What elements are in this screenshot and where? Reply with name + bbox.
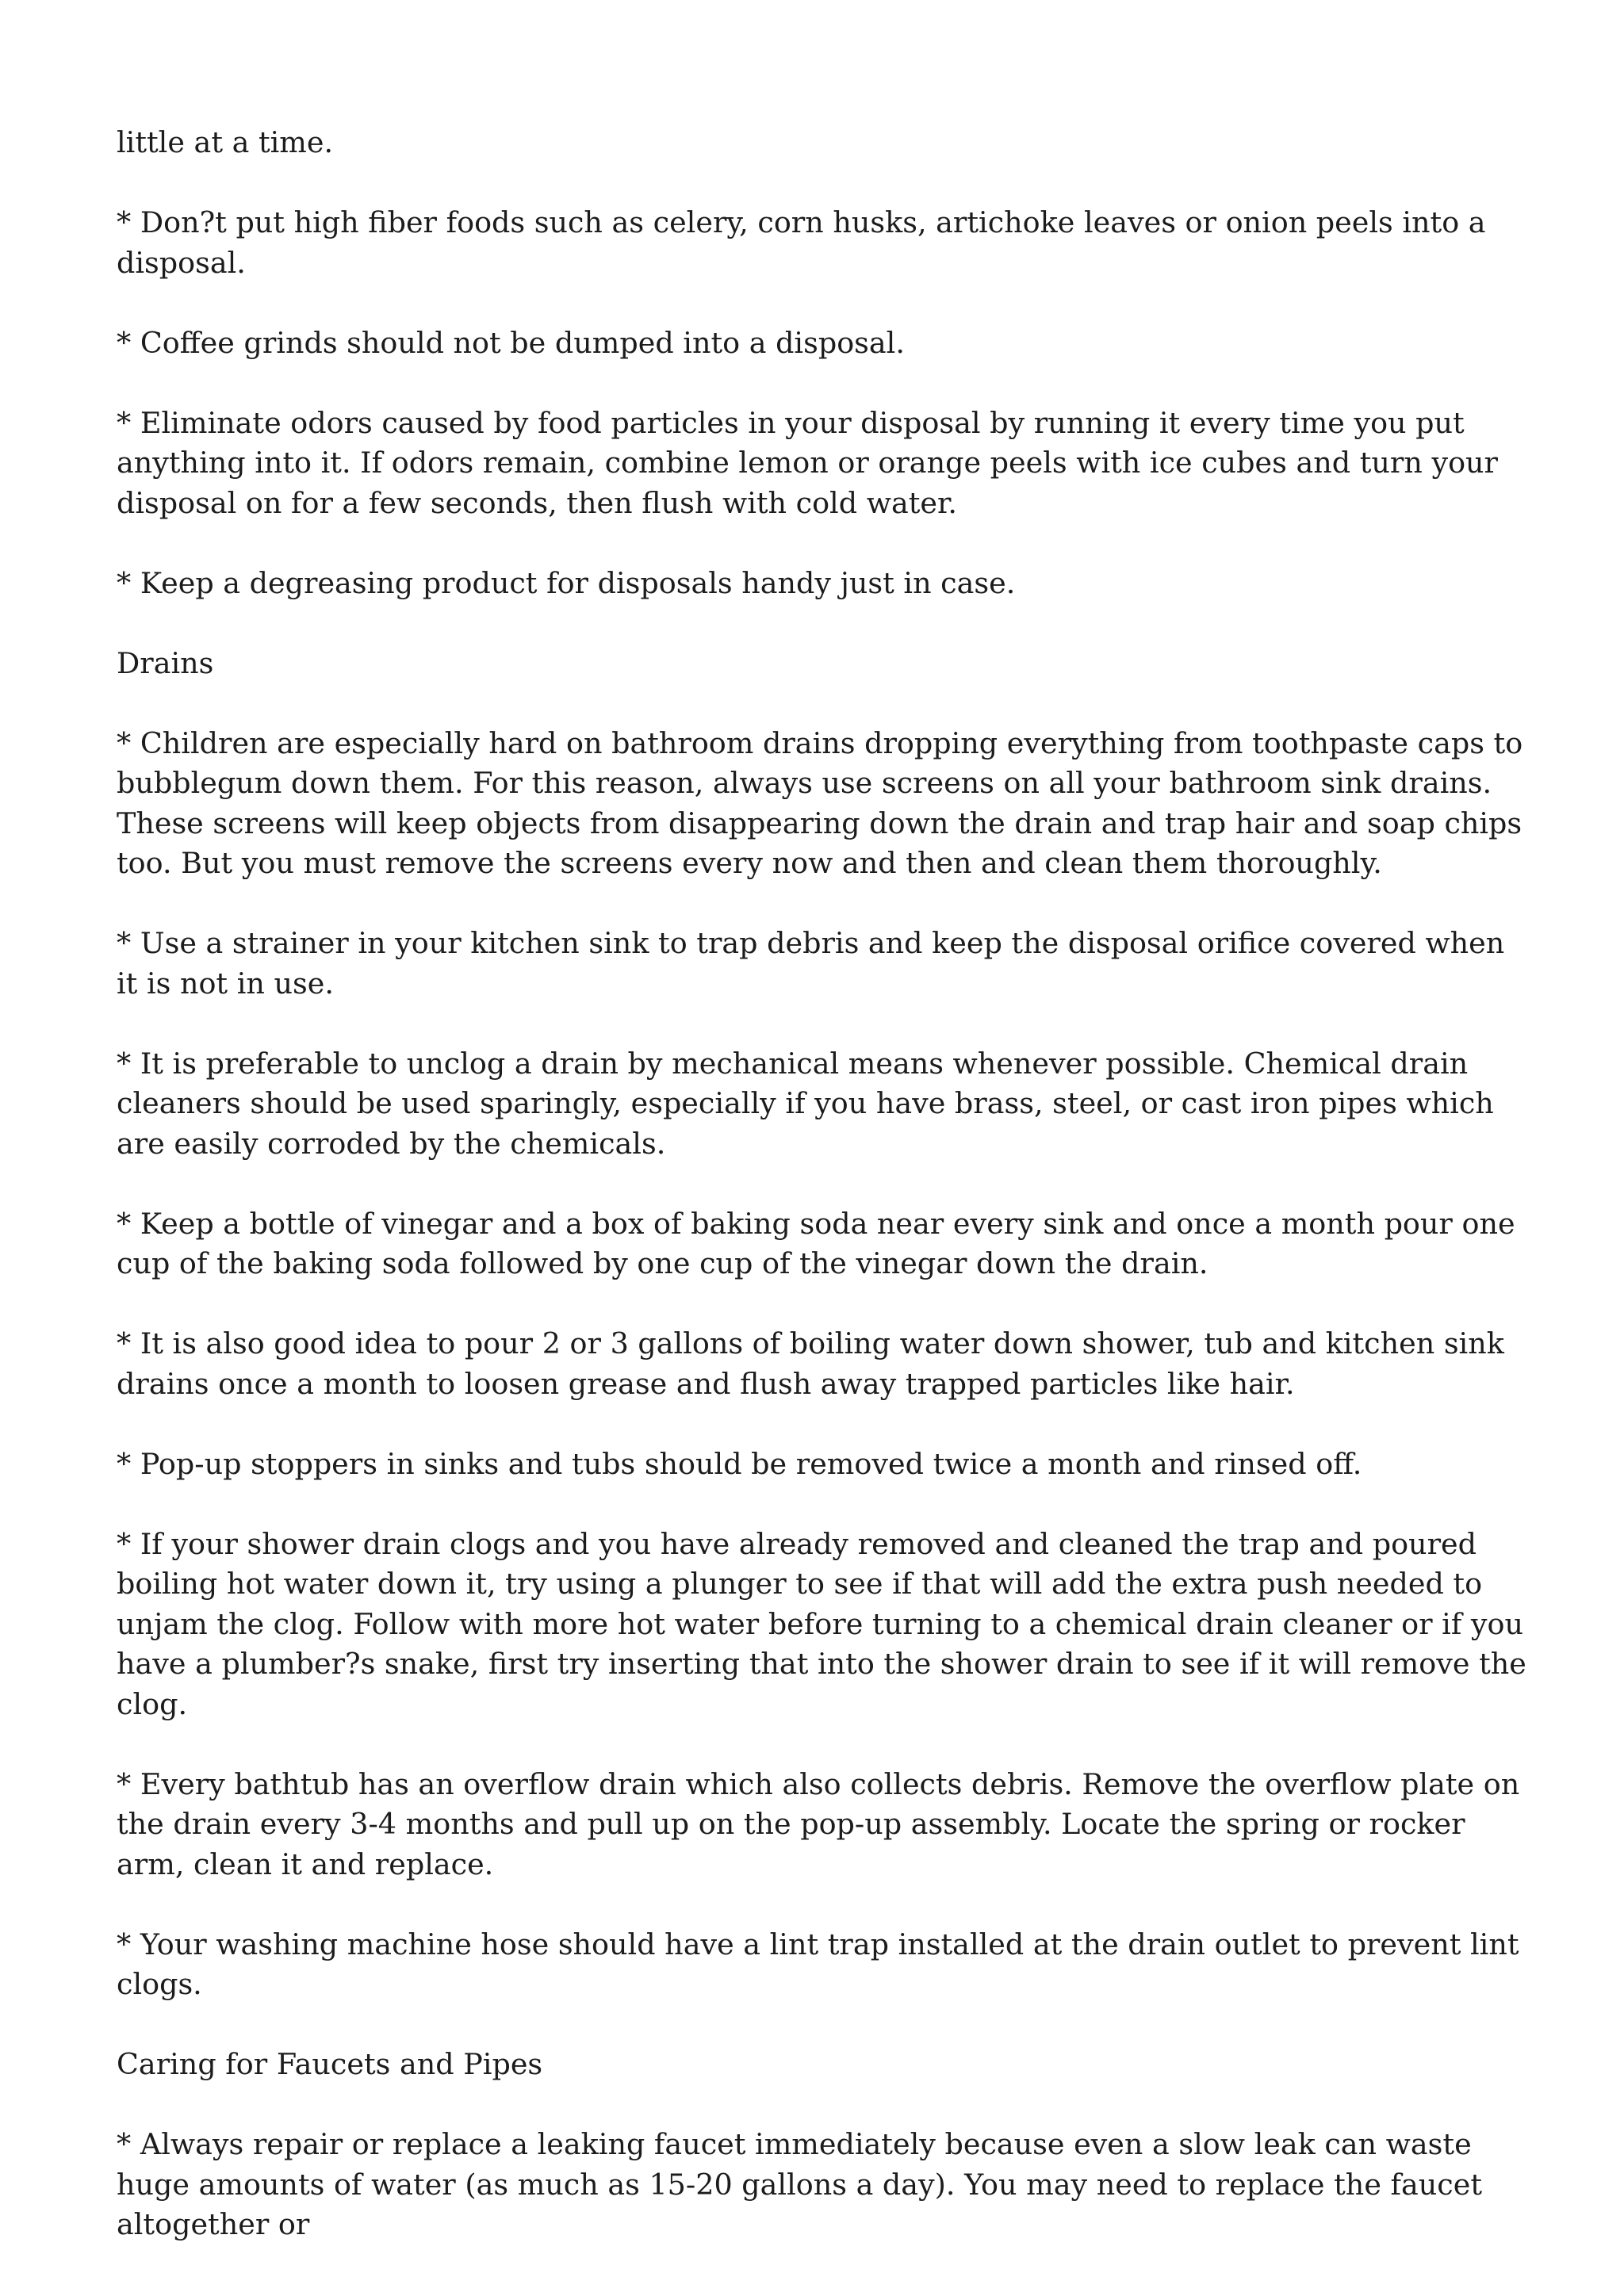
tip-degreasing-product: * Keep a degreasing product for disposals handy just in case.	[117, 565, 1016, 600]
tip-bathtub-overflow: * Every bathtub has an overflow drain which also collects debris. Remove the overflow plate on the drain every 3-4 months and pull up on the pop-up assembly. Locate the spring or rocker arm, clean it and replace.	[117, 1766, 1520, 1881]
tip-kitchen-strainer: * Use a strainer in your kitchen sink to trap debris and keep the disposal orifice covered when it is not in use.	[117, 926, 1505, 1001]
tip-coffee-grinds: * Coffee grinds should not be dumped into a disposal.	[117, 325, 905, 360]
tip-eliminate-odors: * Eliminate odors caused by food particles in your disposal by running it every time you put anything into it. If odors remain, combine lemon or orange peels with ice cubes and turn your disposal on for a few seconds, then flush with cold water.	[117, 405, 1499, 520]
tip-boiling-water: * It is also good idea to pour 2 or 3 gallons of boiling water down shower, tub and kitchen sink drains once a month to loosen grease and flush away trapped particles like hair.	[117, 1326, 1504, 1401]
tip-washing-machine-lint: * Your washing machine hose should have a lint trap installed at the drain outlet to prevent lint clogs.	[117, 1927, 1519, 2001]
tip-high-fiber-foods: * Don?t put high fiber foods such as celery, corn husks, artichoke leaves or onion peels into a disposal.	[117, 205, 1486, 280]
tip-pop-up-stoppers: * Pop-up stoppers in sinks and tubs should be removed twice a month and rinsed off.	[117, 1446, 1362, 1481]
tip-shower-drain-clogs: * If your shower drain clogs and you have already removed and cleaned the trap and poured boiling hot water down it, try using a plunger to see if that will add the extra push needed to unjam the clog. Follow with more hot water before turning to a chemical drain cleaner or if you have a plumber?s snake, first try inserting that into the shower drain to see if it will remove the clog.	[117, 1526, 1526, 1721]
tip-vinegar-baking-soda: * Keep a bottle of vinegar and a box of baking soda near every sink and once a month pour one cup of the baking soda followed by one cup of the vinegar down the drain.	[117, 1206, 1515, 1280]
section-heading-faucets-pipes: Caring for Faucets and Pipes	[117, 2047, 543, 2081]
section-heading-drains: Drains	[117, 645, 214, 680]
document-page	[117, 123, 1528, 2285]
tip-mechanical-unclog: * It is preferable to unclog a drain by mechanical means whenever possible. Chemical drain cleaners should be used sparingly, especially if you have brass, steel, or cast iron pipes which are easily corroded by the chemicals.	[117, 1046, 1494, 1161]
tip-leaking-faucet: * Always repair or replace a leaking faucet immediately because even a slow leak can waste huge amounts of water (as much as 15-20 gallons a day). You may need to replace the faucet altogether or	[117, 2127, 1483, 2241]
tip-bathroom-drain-screens: * Children are especially hard on bathroom drains dropping everything from toothpaste caps to bubblegum down them. For this reason, always use screens on all your bathroom sink drains. These screens will keep objects from disappearing down the drain and trap hair and soap chips too. But you must remove the screens every now and then and clean them thoroughly.	[117, 725, 1523, 880]
paragraph-continuation: little at a time.	[117, 125, 334, 159]
